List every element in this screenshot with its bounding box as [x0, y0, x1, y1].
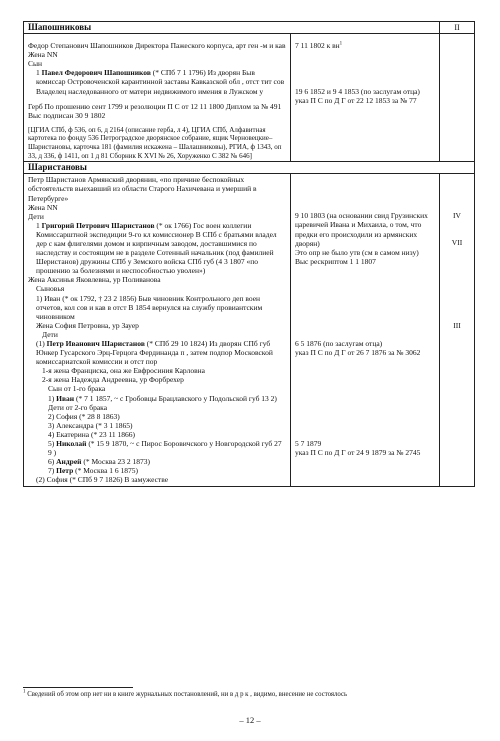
person-entry: 3) Александра (* 3 1 1865) [48, 420, 133, 430]
footnote [23, 691, 474, 699]
date-entry: 5 7 1879 [295, 439, 322, 449]
person-name: Петр Иванович Шаристанов [46, 339, 145, 348]
roman-numeral: III [453, 320, 461, 330]
date-entry: Выс рескриптом 1 1 1807 [295, 256, 376, 266]
person-entry: (1) Петр Иванович Шаристанов (* СПб 29 10 1824) Из дворян СПб губ Юнкер Гусарского Эрц-Герцога Фердинанда п , затем подпор Московской комиссариатской комиссии и отст пор [36, 339, 273, 367]
roman-numeral: VII [451, 238, 463, 248]
person-entry: (2) София (* СПб 9 7 1826) В замужестве [36, 475, 169, 485]
section-title: Шапошниковы [24, 22, 440, 34]
person-entry: 1 Григорий Петрович Шаристанов (* ок 1766) Гос воен коллегии Комиссарштной экспедиции 9-го кл комиссионер В СПб с братьями владел дер с кам флигелями домом и кирпичным заводом, доставшимися по наследству и состоящим не в разделе Сотенный начальник (под фамилией Шеристанов) дружины СПб у Земского войска СПб губ (4 3 1807 «по прошению за болезнями и неспособностью уволен») [36, 220, 277, 276]
person-entry: 1 Павел Федорович Шапошников (* СПб 7 1 1796) Из дворян Быв комиссар Островоченской карантинной заставы Кавказской обл , отст тит сов Владелец наследованного от матери недвижимого имения в Лужском у [36, 68, 285, 96]
person-entry: 6) Андрей (* Москва 23 2 1873) [48, 457, 151, 467]
date-entry: 7 11 1802 к $вн^1$ [295, 41, 343, 51]
person-entry: 2) София (* 28 8 1863) [48, 411, 120, 421]
date-entry: 6 5 1876 (по заслугам отца) [295, 338, 383, 348]
person-name: Григорий Петрович Шаристанов [41, 220, 155, 230]
date-entry: 9 10 1803 (на основании свид Грузинских царевичей Ивана и Михаила, о том, что предки его происходили из армянских дворян) [295, 211, 428, 248]
person-entry: 7) Петр (* Москва 1 6 1875) [48, 466, 139, 476]
section-body-shaposhnikovy [24, 34, 475, 162]
text-line: Сын [28, 59, 43, 69]
herb-text: Герб По прошению сент 1799 и резолюции П С от 12 11 1800 Диплом за № 491 Выс подписан 30 9 1802 [28, 101, 282, 120]
text-line: Жена NN [28, 50, 58, 60]
section-middle-column [291, 174, 440, 486]
decree-entry: указ П С по Д Г от 24 9 1879 за № 2745 [295, 448, 421, 458]
date-entry: 19 6 1852 и 9 4 1853 (по заслугам отца) [295, 87, 420, 97]
section-left-column: Петр Шаристанов Армянский дворянин, «по причине беспокойных обстоятельств выехавший из области Старого Нахичевана и умерший в Петербурге» Жена NN Дети 1 Григорий Петрович Шаристанов (* ок 1766) Гос воен коллегии Комиссарштной экспедиции 9-го кл комиссионер В СПб с братьями владел дер с кам флигелями домом и кирпичным заводом, доставшимися по наследству и состоящим не в разделе Сотенный начальник (под фамилией Шеристанов) дружины СПб у Земского войска СПб губ (4 3 1807 «по прошению за болезнями и неспособностью уволен») Жена Аксинья Яковлевна, ур Поливанова Сыновья 1) Иван (* ок 1792, † 23 2 1856) Быв чиновник Контрольного деп воен отчетов, кол сов и кав в отст В 1854 вернулся на службу провиантским чиновником Жена София Петровна, ур Зауер Дети (1) Петр Иванович Шаристанов (* СПб 29 10 1824) Из дворян СПб губ Юнкер Гусарского Эрц-Герцога Фердинанда п , затем подпор Московской комиссариатской комиссии и отст пор 1-я жена Франциска, она же Евфросиния Карловна 2-я жена Надежда Андреевна, ур Форбрехер Сын от 1-го брака 1) Иван (* 7 1 1857, ~ с Гробовцы Брацлавского у Подольской губ 13 2) Дети от 2-го брака 2) София (* 28 8 1863) 3) Александра (* 3 1 1865) 4) Екатерина (* 23 11 1866) 5) Николай (* 15 9 1870, ~ с Пирос Боровичского у Новгородской губ 27 9 ) 6) Андрей (* Москва 23 2 1873) 7) Петр (* Москва 1 6 1875) (2) София (* СПб 9 7 1826) В замужестве [24, 174, 291, 486]
section-left-column [24, 34, 291, 162]
person-entry: 5) Николай (* 15 9 1870, ~ с Пирос Боровичского у Новгородской губ 27 9 ) [48, 439, 282, 458]
person-name: Павел Федорович Шапошников [41, 68, 151, 78]
genealogy-table [23, 21, 475, 487]
footnote-divider [23, 687, 133, 688]
document-page [23, 21, 474, 487]
text-line: Федор Степанович Шапошников Директора Пажеского корпуса, арт ген -м и кав [28, 41, 286, 51]
section-roman: II [440, 22, 475, 34]
intro-text: Петр Шаристанов Армянский дворянин, «по причине беспокойных обстоятельств выехавший из области Старого Нахичевана и умерший в Петербурге» [28, 175, 257, 203]
roman-numeral: IV [453, 211, 461, 221]
decree-entry: указ П С по Д Г от 22 12 1853 за № 77 [295, 96, 417, 106]
section-roman-column [440, 174, 475, 486]
person-entry: 4) Екатерина (* 23 11 1866) [48, 429, 136, 439]
footnote-ref: 1 [339, 41, 343, 47]
section-middle-column [291, 34, 440, 162]
archive-reference: [ЦГИА СПб, ф 536, оп 6, д 2164 (описание герба, л 4), ЦГИА СПб, Алфавитная картотека по фонду 536 Петроградское дворянское собрание, ящик Черновецкие–Шаристановы, карточка 181 (фамилия искажена – Шалашниковы), РГИА, ф 1343, оп 33, д 336, ф 1411, оп 1 д 81 Сборник К XVI № 26, Хоруженко С 382 № 646] [28, 125, 282, 160]
section-title: Шаристановы [24, 162, 475, 174]
footnote-number: 1 [23, 689, 26, 695]
footnote-text: Сведений об этом опр нет ни в книге журнальных постановлений, ни в д р к , видимо, внесение не состоялось [27, 691, 348, 698]
section-header-sharistanovy [24, 162, 475, 174]
section-header-shaposhnikovy [24, 22, 475, 34]
section-body-sharistanovy [24, 174, 475, 486]
note-entry: Это опр не было утв (см в самом низу) [295, 247, 419, 257]
page-number: – 12 – [239, 715, 261, 725]
person-entry: 1) Иван (* ок 1792, † 23 2 1856) Быв чиновник Контрольного деп воен отчетов, кол сов и кав в отст В 1854 вернулся на службу провиантским чиновником [36, 293, 263, 321]
decree-entry: указ П С по Д Г от 26 7 1876 за № 3062 [295, 347, 421, 357]
person-entry: 1) Иван (* 7 1 1857, ~ с Гробовцы Брацлавского у Подольской губ 13 2) [48, 393, 277, 403]
